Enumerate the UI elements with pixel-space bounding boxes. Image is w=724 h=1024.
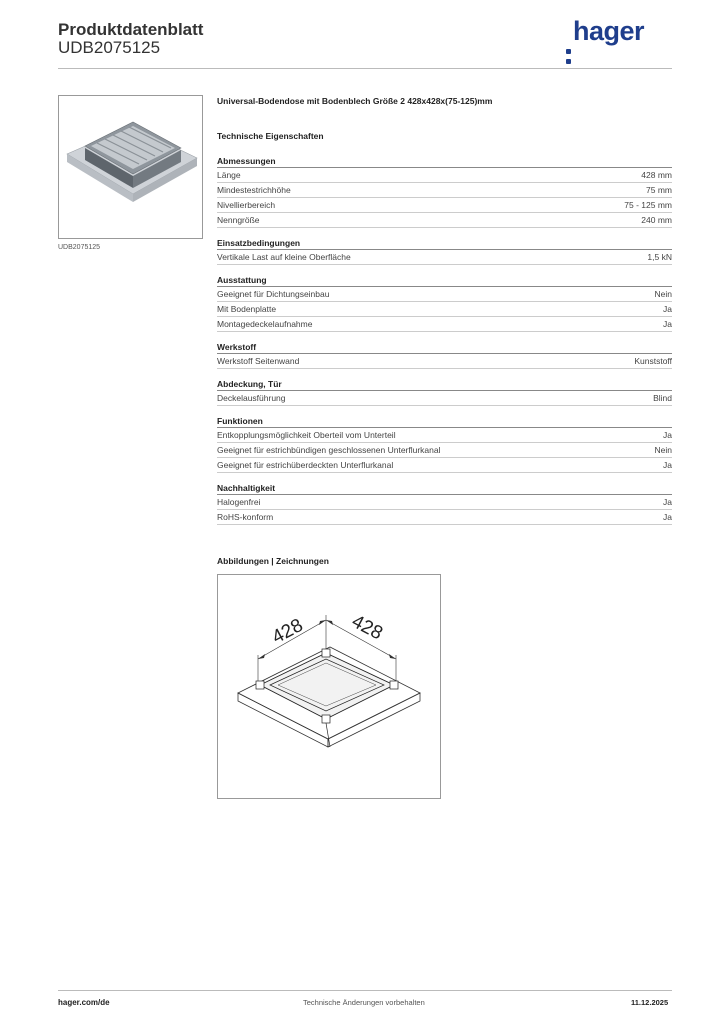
document-title: Produktdatenblatt xyxy=(58,20,204,39)
spec-row xyxy=(217,168,672,183)
spec-value: Nein xyxy=(654,289,672,299)
spec-row xyxy=(217,443,672,458)
spec-value: Kunststoff xyxy=(634,356,672,366)
spec-label: Länge xyxy=(217,170,241,180)
spec-table xyxy=(217,155,672,534)
spec-group-title: Einsatzbedingungen xyxy=(217,237,672,250)
spec-group xyxy=(217,482,672,525)
spec-value: Ja xyxy=(663,512,672,522)
spec-label: Geeignet für estrichüberdeckten Unterflurkanal xyxy=(217,460,394,470)
header-divider xyxy=(58,68,672,69)
hager-logo xyxy=(566,16,644,47)
spec-value: 240 mm xyxy=(641,215,672,225)
spec-value: Ja xyxy=(663,319,672,329)
spec-row xyxy=(217,183,672,198)
spec-group-title: Nachhaltigkeit xyxy=(217,482,672,495)
dimension-label-left: 428 xyxy=(268,614,307,649)
spec-label: Nivellierbereich xyxy=(217,200,276,210)
spec-value: 75 mm xyxy=(646,185,672,195)
spec-label: Nenngröße xyxy=(217,215,260,225)
spec-value: 1,5 kN xyxy=(647,252,672,262)
spec-value: Ja xyxy=(663,430,672,440)
floor-box-drawing-icon xyxy=(218,575,440,798)
spec-group-title: Ausstattung xyxy=(217,274,672,287)
product-code: UDB2075125 xyxy=(58,38,161,57)
spec-label: Entkopplungsmöglichkeit Oberteil vom Unterteil xyxy=(217,430,396,440)
spec-group xyxy=(217,341,672,369)
spec-group-title: Abdeckung, Tür xyxy=(217,378,672,391)
spec-label: Vertikale Last auf kleine Oberfläche xyxy=(217,252,351,262)
spec-group-title: Funktionen xyxy=(217,415,672,428)
spec-row xyxy=(217,428,672,443)
spec-label: Mit Bodenplatte xyxy=(217,304,277,314)
spec-group-title: Abmessungen xyxy=(217,155,672,168)
spec-group-title: Werkstoff xyxy=(217,341,672,354)
spec-group xyxy=(217,274,672,332)
spec-row xyxy=(217,302,672,317)
spec-value: 75 - 125 mm xyxy=(624,200,672,210)
spec-value: 428 mm xyxy=(641,170,672,180)
dimension-drawing xyxy=(217,574,441,799)
spec-label: Geeignet für estrichbündigen geschlossenen Unterflurkanal xyxy=(217,445,441,455)
spec-label: Werkstoff Seitenwand xyxy=(217,356,300,366)
spec-row xyxy=(217,354,672,369)
spec-row xyxy=(217,250,672,265)
spec-group xyxy=(217,378,672,406)
spec-label: Mindestestrichhöhe xyxy=(217,185,291,195)
section-title: Technische Eigenschaften xyxy=(217,131,324,141)
spec-row xyxy=(217,213,672,228)
spec-row xyxy=(217,458,672,473)
dimension-label-right: 428 xyxy=(348,611,386,645)
footer-divider xyxy=(58,990,672,991)
spec-group xyxy=(217,415,672,473)
drawings-title: Abbildungen | Zeichnungen xyxy=(217,556,329,566)
spec-value: Ja xyxy=(663,460,672,470)
logo-text: hager xyxy=(573,16,645,46)
product-title: Universal-Bodendose mit Bodenblech Größe 2 428x428x(75-125)mm xyxy=(217,96,493,106)
spec-label: Deckelausführung xyxy=(217,393,286,403)
floor-box-photo-icon xyxy=(59,96,202,238)
spec-group xyxy=(217,237,672,265)
footer-date: 11.12.2025 xyxy=(631,998,669,1007)
spec-row xyxy=(217,495,672,510)
spec-row xyxy=(217,287,672,302)
spec-value: Ja xyxy=(663,497,672,507)
spec-label: Halogenfrei xyxy=(217,497,261,507)
spec-value: Blind xyxy=(653,393,672,403)
footer-disclaimer: Technische Änderungen vorbehalten xyxy=(303,998,425,1007)
spec-label: Montagedeckelaufnahme xyxy=(217,319,313,329)
spec-value: Nein xyxy=(654,445,672,455)
spec-row xyxy=(217,510,672,525)
spec-row xyxy=(217,198,672,213)
spec-value: Ja xyxy=(663,304,672,314)
spec-row xyxy=(217,391,672,406)
spec-label: Geeignet für Dichtungseinbau xyxy=(217,289,330,299)
footer-website[interactable]: hager.com/de xyxy=(58,998,110,1007)
photo-caption: UDB2075125 xyxy=(58,244,101,251)
spec-group xyxy=(217,155,672,228)
spec-row xyxy=(217,317,672,332)
spec-label: RoHS-konform xyxy=(217,512,274,522)
product-photo xyxy=(58,95,203,239)
